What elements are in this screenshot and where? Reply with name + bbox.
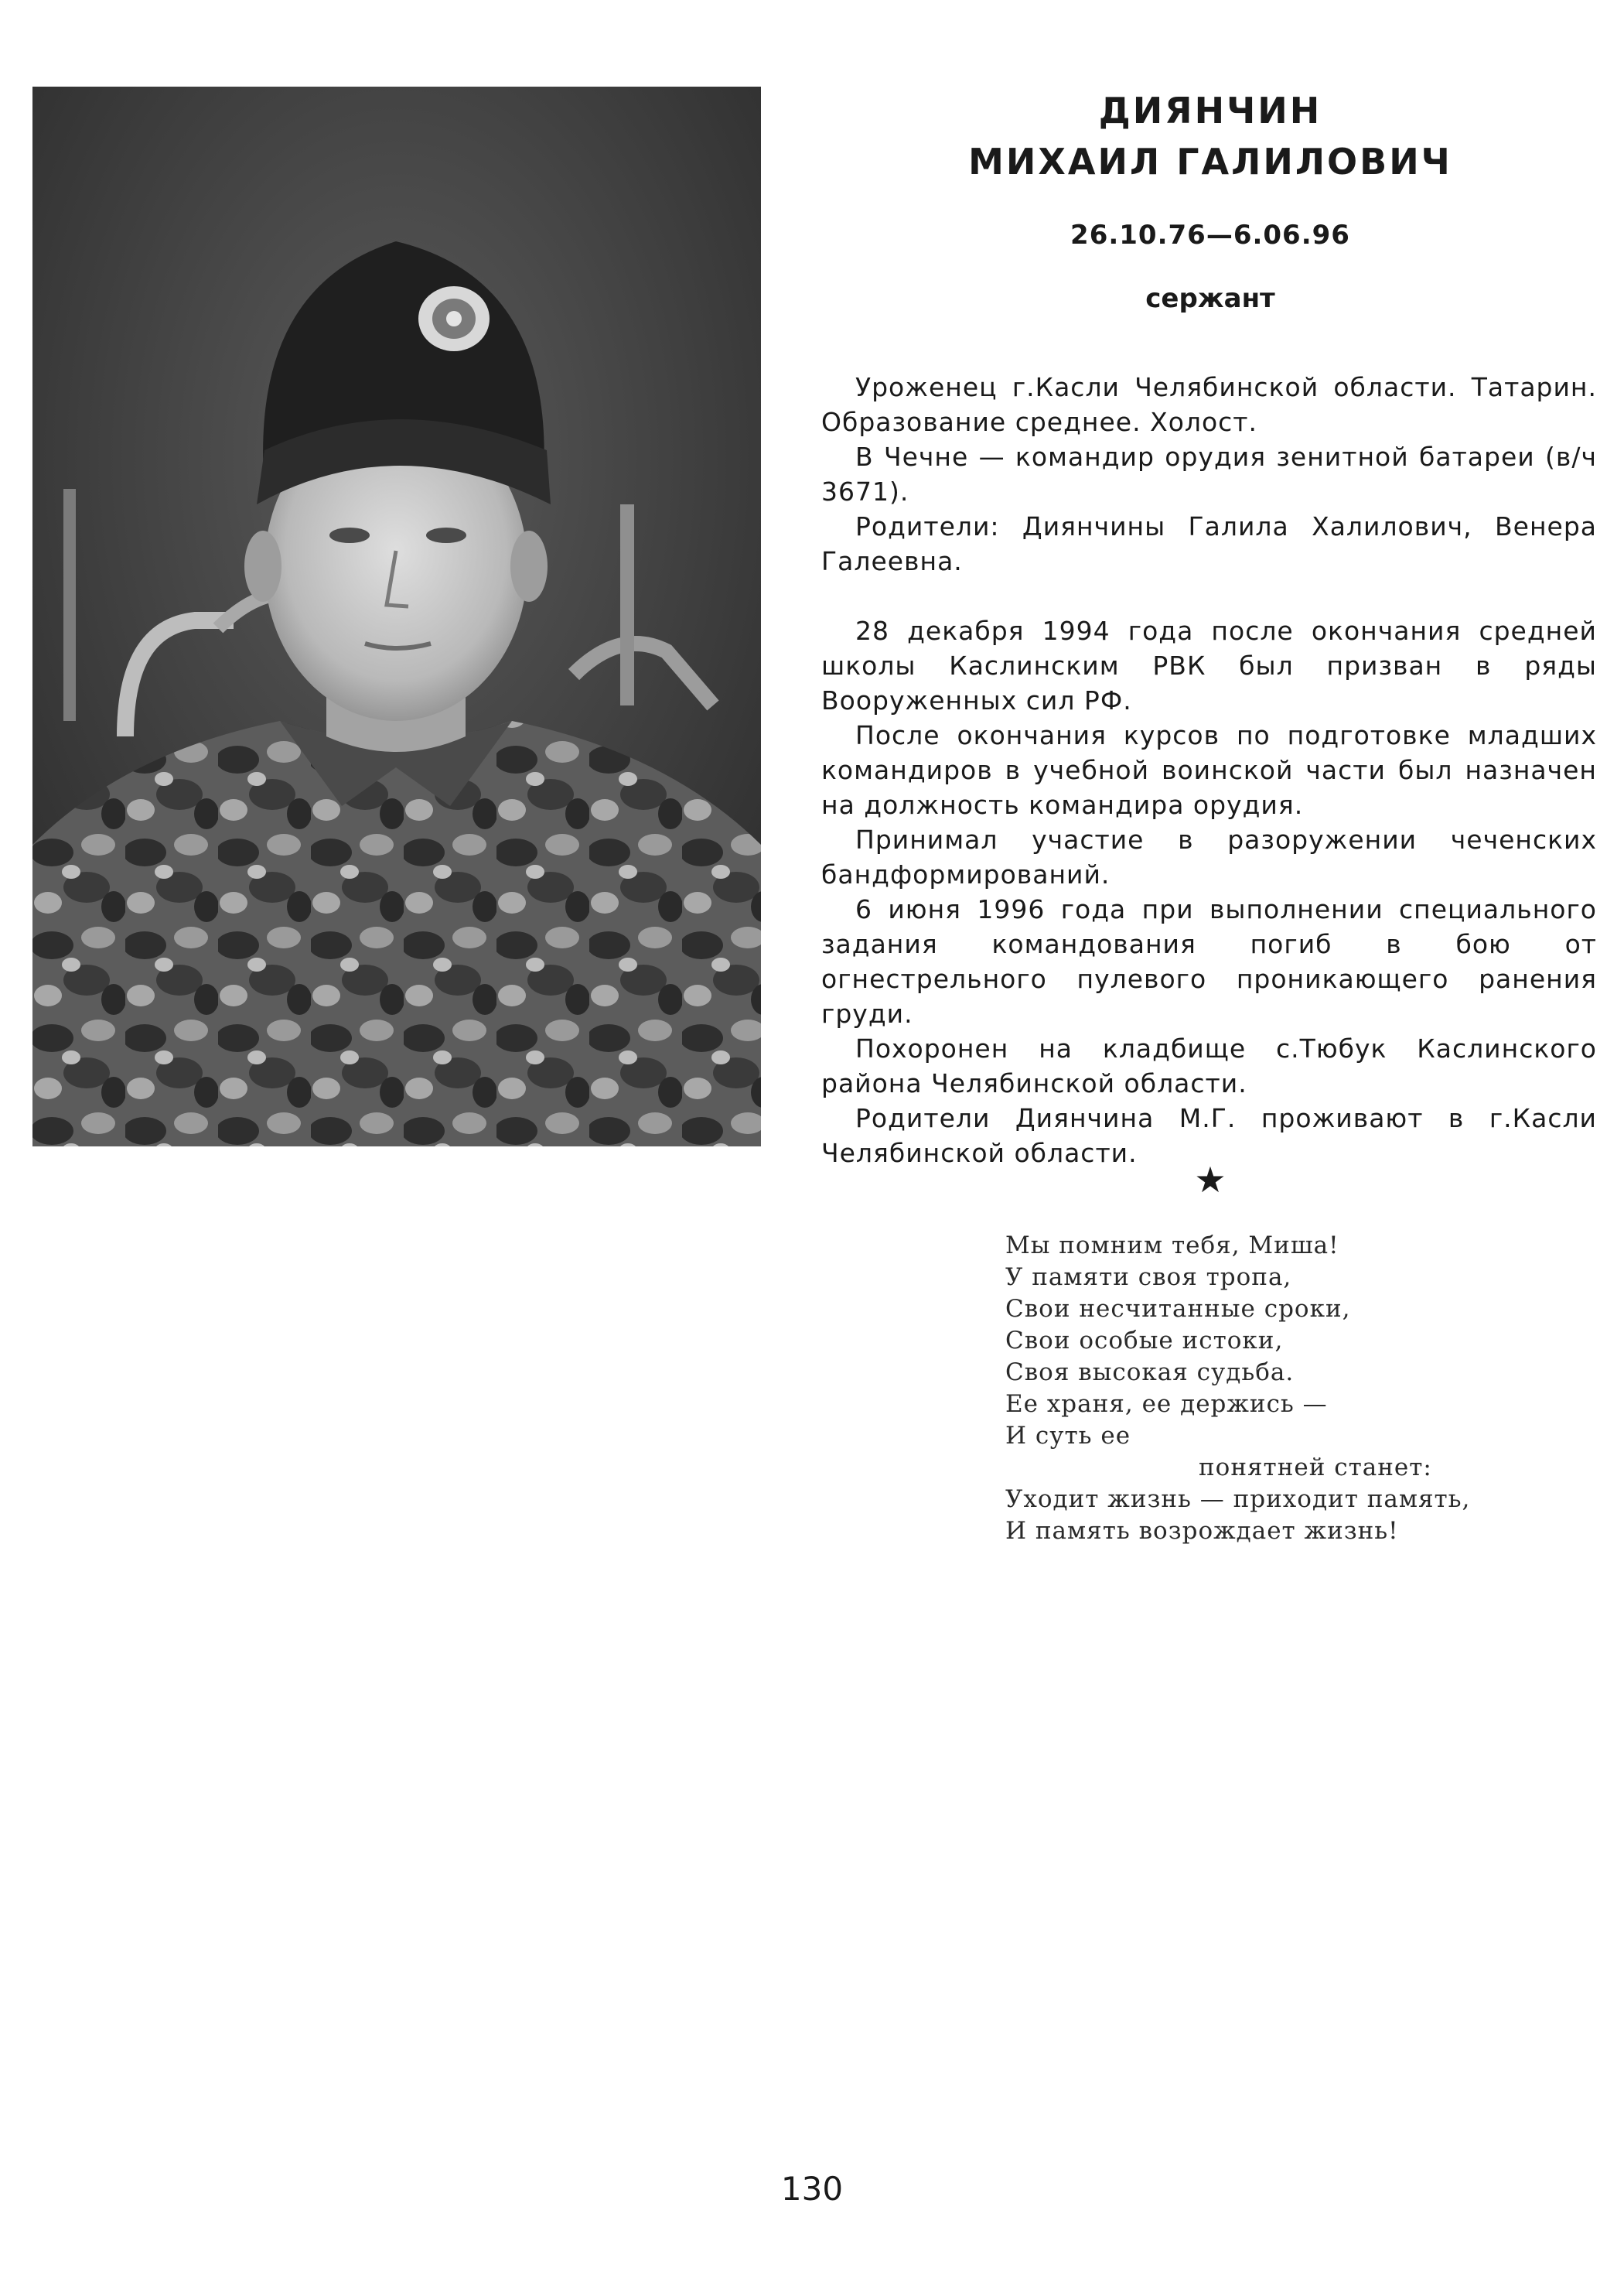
bio-paragraph: Уроженец г.Касли Челябинской области. Татарин. Образование среднее. Холост. — [821, 372, 1597, 437]
life-dates: 26.10.76—6.06.96 — [1070, 220, 1350, 251]
bio-paragraph: Родители: Диянчины Галила Халилович, Венера Галеевна. — [821, 511, 1597, 576]
header — [820, 85, 1601, 314]
poem-line: И память возрождает жизнь! — [1005, 1517, 1399, 1545]
poem-line: Уходит жизнь — приходит память, — [1005, 1485, 1471, 1513]
poem-line: И суть ее — [1005, 1422, 1131, 1450]
bio-paragraph: Принимал участие в разоружении чеченских бандформирований. — [821, 825, 1597, 890]
given-names: МИХАИЛ ГАЛИЛОВИЧ — [968, 141, 1452, 183]
bio-paragraph: 6 июня 1996 года при выполнении специального задания командования погиб в бою от огнестрельного пулевого проникающего ранения груди. — [821, 894, 1597, 1029]
military-rank: сержант — [1145, 283, 1275, 314]
poem-line: понятней станет: — [1199, 1454, 1432, 1481]
bio-paragraph: После окончания курсов по подготовке младших командиров в учебной воинской части был назначен на должность командира орудия. — [821, 720, 1597, 820]
memorial-poem — [1005, 1230, 1562, 1547]
paragraph-gap — [821, 579, 1597, 613]
bio-paragraph: Похоронен на кладбище с.Тюбук Каслинского района Челябинской области. — [821, 1033, 1597, 1098]
poem-line: Ее храня, ее держись — — [1005, 1390, 1328, 1418]
poem-line: Свои несчитанные сроки, — [1005, 1295, 1351, 1323]
star-icon: ★ — [1194, 1160, 1227, 1200]
poem-line: У памяти своя тропа, — [1005, 1263, 1292, 1291]
bio-paragraph: Родители Диянчина М.Г. проживают в г.Касли Челябинской области. — [821, 1103, 1597, 1168]
page-number: 130 — [780, 2170, 844, 2208]
poem-line: Своя высокая судьба. — [1005, 1358, 1295, 1386]
surname: ДИЯНЧИН — [1098, 90, 1322, 132]
portrait-photo-icon — [32, 87, 761, 1146]
bio-paragraph: В Чечне — командир орудия зенитной батареи (в/ч 3671). — [821, 442, 1597, 507]
poem-line: Мы помним тебя, Миша! — [1005, 1232, 1339, 1259]
biography — [821, 370, 1597, 1170]
portrait-photo — [32, 87, 761, 1146]
poem-line: Свои особые истоки, — [1005, 1327, 1284, 1355]
bio-paragraph: 28 декабря 1994 года после окончания средней школы Каслинским РВК был призван в ряды Вооруженных сил РФ. — [821, 616, 1597, 716]
